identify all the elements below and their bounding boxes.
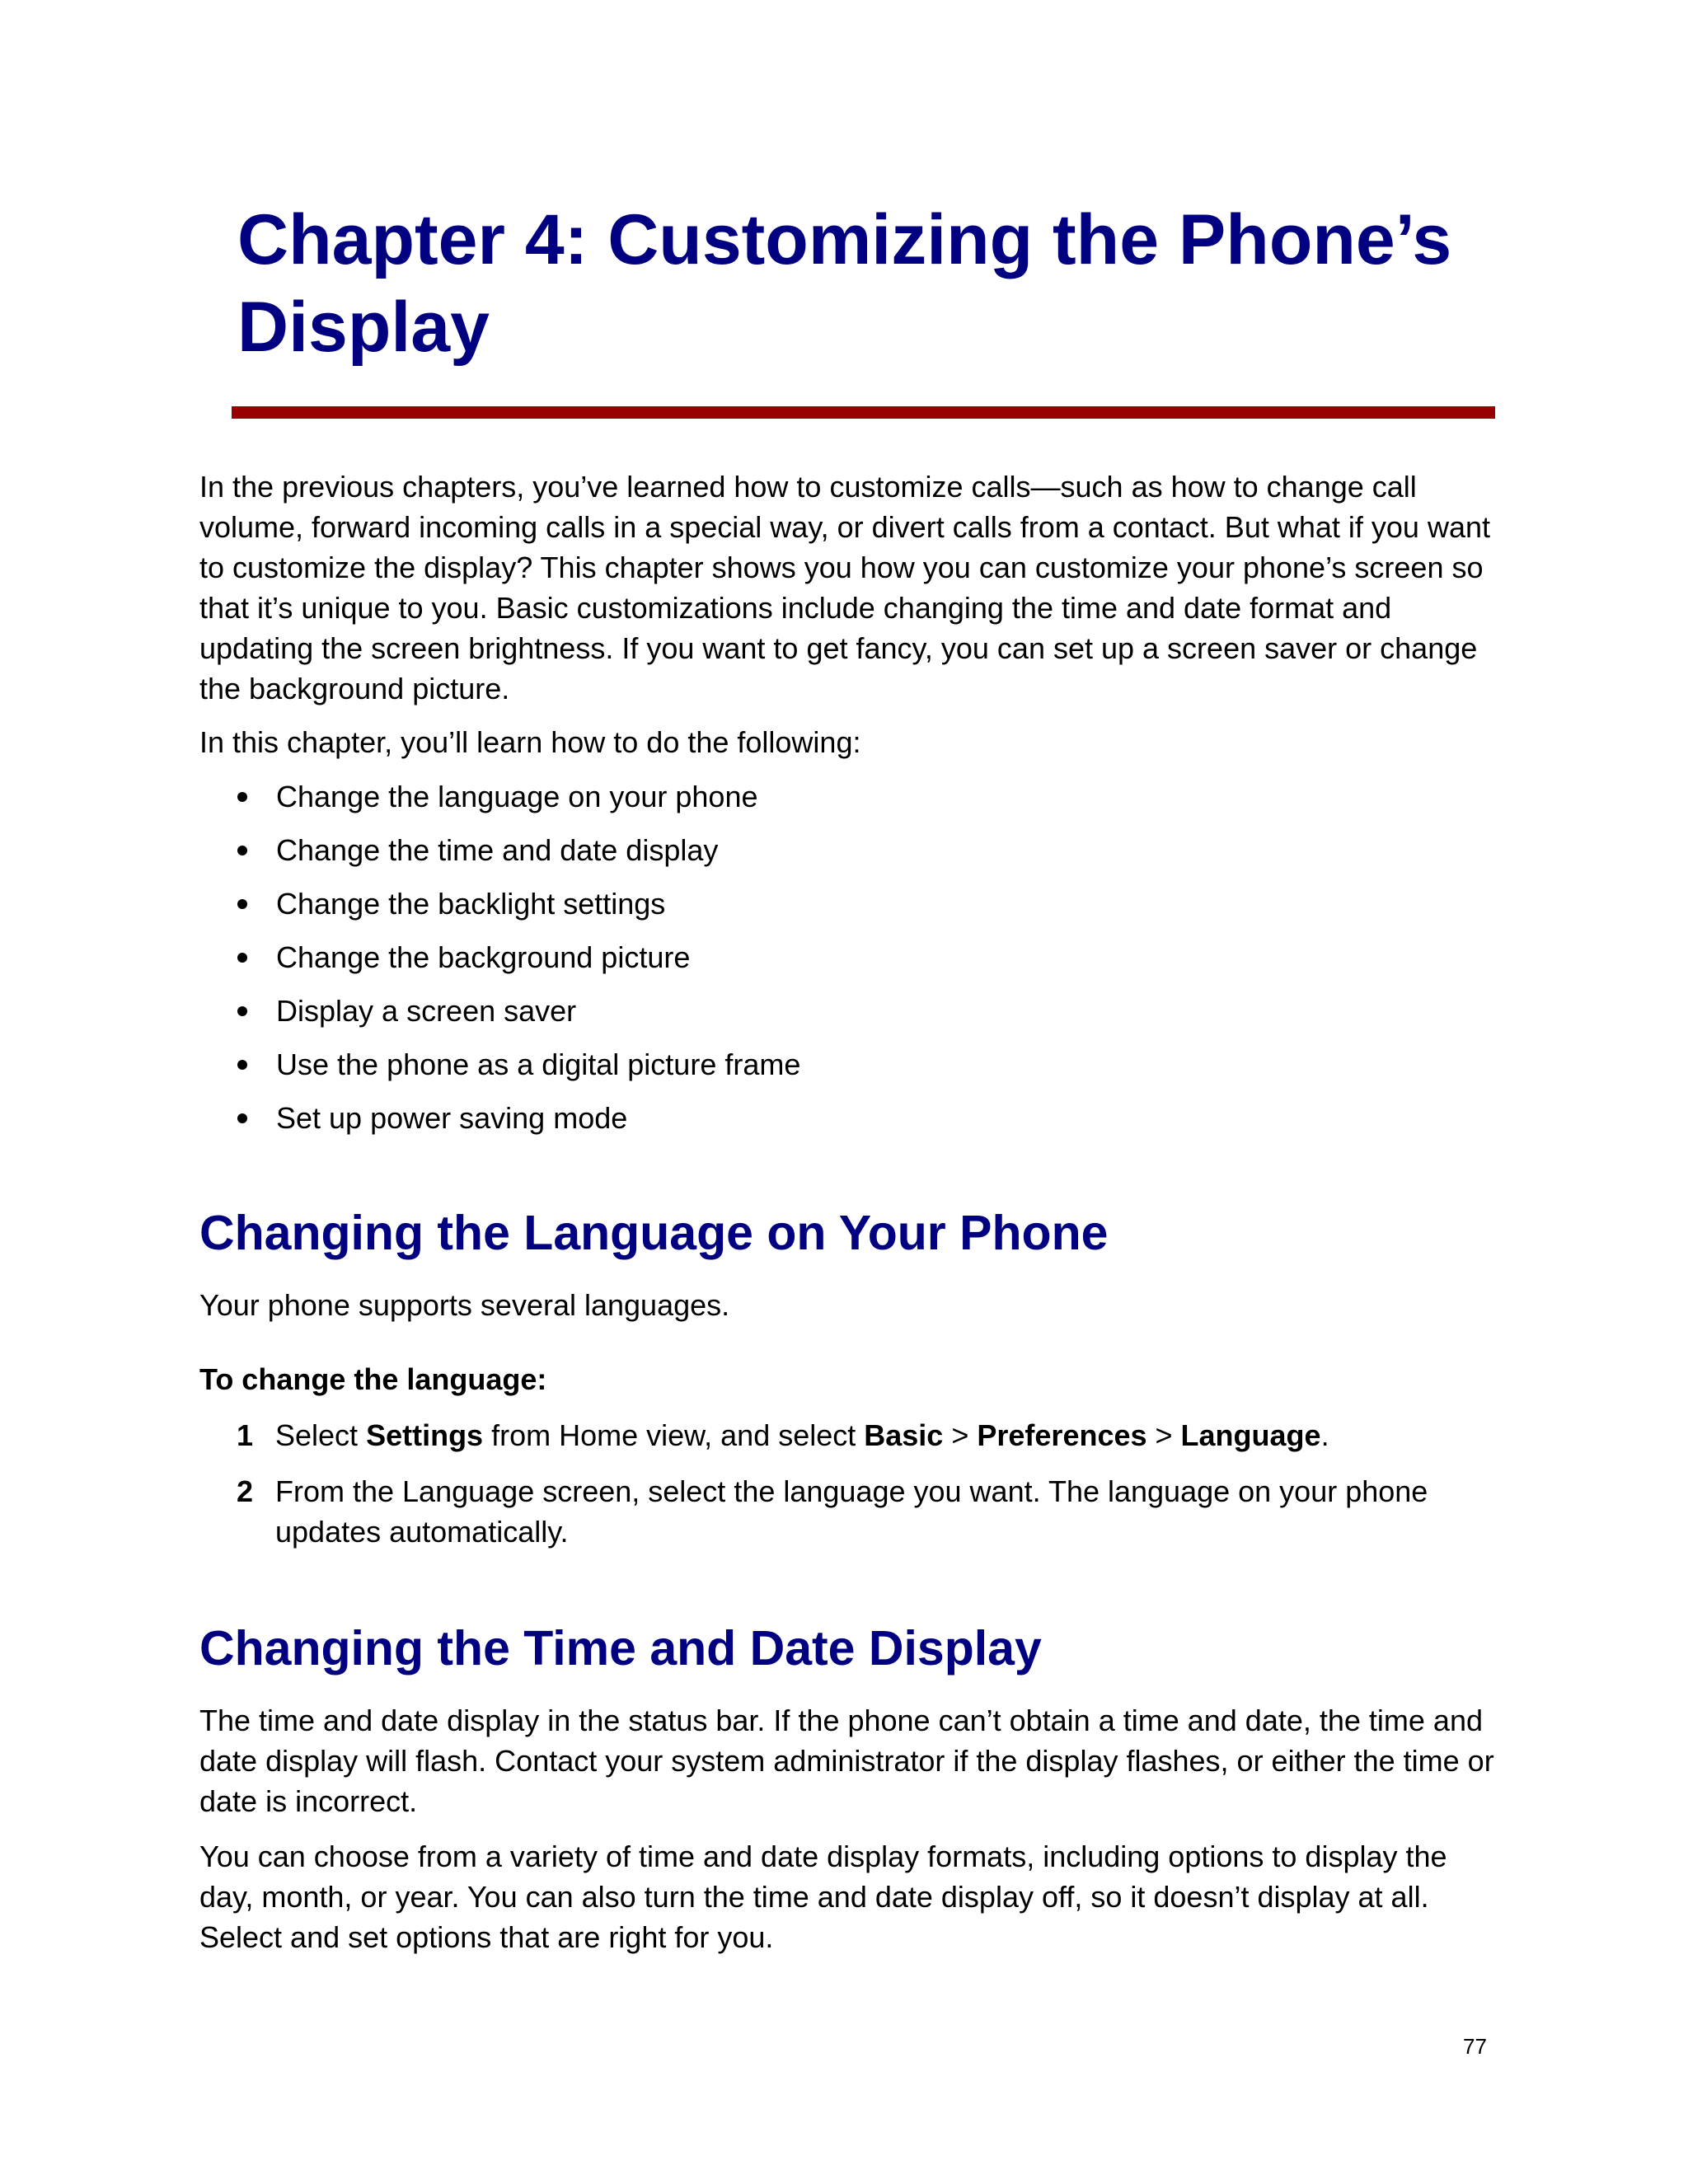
intro-paragraph-1: In the previous chapters, you’ve learned how to customize calls—such as how to change call volume, forward incoming calls in a special way, or divert calls from a contact. But what if you want to customize the display? This chapter shows you how you can customize your phone’s screen so that it’s unique to you. Basic customizations include changing the time and date format and updating the screen brightness. If you want to get fancy, you can set up a screen saver or change the background picture. (199, 470, 1490, 705)
menu-path-separator: > (1146, 1418, 1181, 1452)
language-section-body: Your phone supports several languages. (199, 1288, 730, 1322)
language-section-heading: Changing the Language on Your Phone (199, 1206, 1109, 1260)
list-item (199, 1044, 800, 1098)
bullet-icon (237, 953, 247, 963)
list-item (199, 1098, 800, 1151)
list-item-text: Set up power saving mode (276, 1101, 628, 1135)
bullet-icon (237, 846, 247, 855)
step-number: 1 (237, 1418, 254, 1452)
chapter-topics-list (199, 776, 800, 1151)
page-number: 77 (1463, 2034, 1487, 2059)
bullet-icon (237, 1113, 247, 1123)
menu-path-language: Language (1180, 1418, 1321, 1452)
menu-path-preferences: Preferences (977, 1418, 1147, 1452)
chapter-title-line-2: Display (237, 288, 490, 367)
step-text-part: Select (275, 1418, 367, 1452)
menu-path-settings: Settings (366, 1418, 484, 1452)
bullet-icon (237, 792, 247, 802)
bullet-icon (237, 1006, 247, 1016)
step-text-part: . (1320, 1418, 1329, 1452)
chapter-title-rule (232, 406, 1495, 419)
step-text (275, 1415, 1502, 1455)
list-item-text: Change the time and date display (276, 833, 719, 867)
list-item-text: Change the background picture (276, 940, 691, 974)
menu-path-basic: Basic (864, 1418, 944, 1452)
step-2 (199, 1471, 1502, 1552)
list-item (199, 883, 800, 937)
list-item-text: Use the phone as a digital picture frame (276, 1047, 801, 1081)
bullet-icon (237, 899, 247, 909)
list-item (199, 776, 800, 830)
list-item (199, 991, 800, 1044)
time-section-paragraph-2: You can choose from a variety of time and date display formats, including options to display the day, month, or year. You can also turn the time and date display off, so it doesn’t display at all. Select and set options that are right for you. (199, 1840, 1447, 1954)
list-item-text: Change the backlight settings (276, 887, 666, 921)
time-section-heading: Changing the Time and Date Display (199, 1621, 1042, 1675)
list-item-text: Display a screen saver (276, 994, 577, 1028)
list-item-text: Change the language on your phone (276, 780, 758, 813)
step-text-part: from Home view, and select (483, 1418, 865, 1452)
step-1 (199, 1415, 1502, 1455)
chapter-title (237, 196, 1474, 371)
menu-path-separator: > (943, 1418, 978, 1452)
list-item (199, 937, 800, 991)
procedure-label: To change the language: (199, 1362, 547, 1396)
time-section-paragraph-1: The time and date display in the status bar. If the phone can’t obtain a time and date, the time and date display will flash. Contact your system administrator if the display flashes, or either the time or date is incorrect. (199, 1704, 1494, 1818)
step-text: From the Language screen, select the language you want. The language on your phone updates automatically. (275, 1474, 1428, 1549)
list-item (199, 830, 800, 883)
bullet-icon (237, 1060, 247, 1070)
step-number: 2 (237, 1474, 254, 1508)
intro-paragraph-2: In this chapter, you’ll learn how to do the following: (199, 725, 861, 759)
chapter-title-line-1: Chapter 4: Customizing the Phone’s (237, 200, 1452, 279)
